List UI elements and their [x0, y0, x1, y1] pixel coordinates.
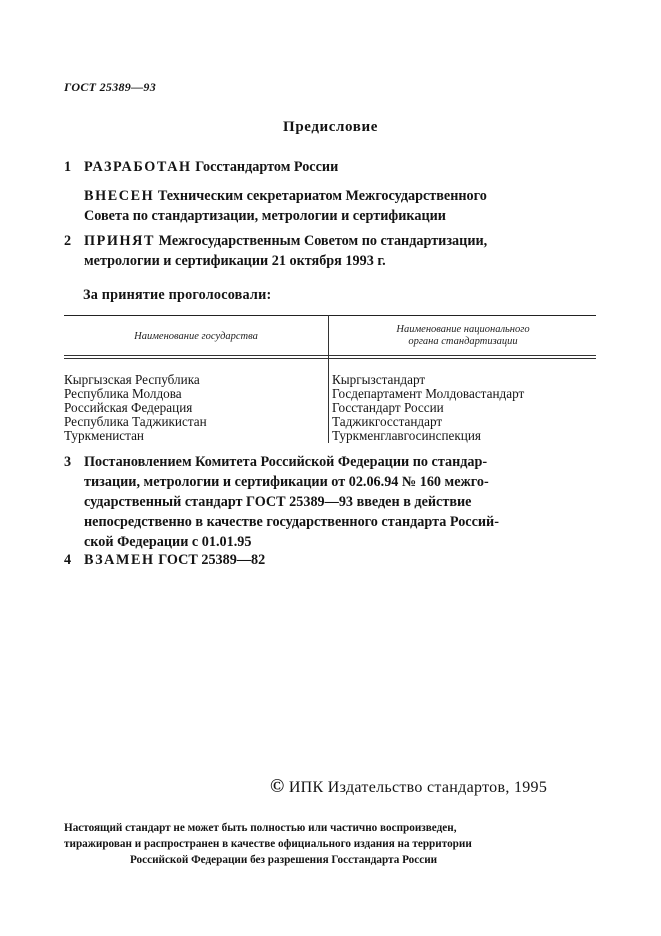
table-cell-state: Республика Молдова	[64, 386, 182, 401]
table-column-bodies	[332, 373, 524, 443]
table-cell-body: Таджикгосстандарт	[332, 414, 443, 429]
table-cell-state: Кыргызская Республика	[64, 372, 200, 387]
section-2-line-2: метрологии и сертификации 21 октября 1993 г.	[84, 253, 386, 269]
copyright-text: ИПК Издательство стандартов, 1995	[288, 779, 548, 796]
section-2-keyword: ПРИНЯТ	[84, 233, 156, 249]
footer-line-1: Настоящий стандарт не может быть полностью или частично воспроизведен,	[64, 822, 457, 834]
submitted-line-1	[84, 186, 596, 206]
section-1-submitted	[84, 186, 596, 226]
table-header-body	[330, 324, 596, 348]
section-3-line-5: ской Федерации с 01.01.95	[84, 534, 252, 550]
table-cell-state: Российская Федерация	[64, 400, 193, 415]
section-3	[64, 452, 596, 552]
section-3-line-2: тизации, метрологии и сертификации от 02.06.94 № 160 межго-	[84, 474, 489, 490]
table-cell-state: Туркменистан	[64, 428, 144, 443]
footer-line-3: Российской Федерации без разрешения Госстандарта России	[130, 854, 438, 866]
section-4-text: ГОСТ 25389—82	[154, 552, 266, 568]
footer-line-2: тиражирован и распространен в качестве официального издания на территории	[64, 838, 472, 850]
table-header-body-line-1: Наименование национального	[396, 324, 530, 335]
voted-label: За принятие проголосовали:	[83, 287, 272, 303]
table-header-body-line-2: органа стандартизации	[408, 336, 518, 347]
section-2-line-1-text: Межгосударственным Советом по стандартизации,	[155, 233, 488, 249]
table-column-states	[64, 373, 207, 443]
copyright-notice	[270, 776, 547, 798]
section-1	[64, 157, 596, 177]
submitted-line-1-text: Техническим секретариатом Межгосударственного	[154, 188, 487, 204]
table-header-rule	[64, 355, 596, 356]
table-top-rule	[64, 315, 596, 316]
section-3-line-1: Постановлением Комитета Российской Федерации по стандар-	[84, 454, 488, 470]
section-2	[64, 231, 596, 271]
section-2-line-1	[84, 231, 596, 251]
section-3-line-3: сударственный стандарт ГОСТ 25389—93 введен в действие	[84, 494, 472, 510]
table-cell-body: Госстандарт России	[332, 400, 444, 415]
section-4	[64, 550, 596, 570]
document-code: ГОСТ 25389—93	[64, 80, 156, 94]
section-1-number: 1	[64, 159, 72, 175]
table-cell-body: Кыргызстандарт	[332, 372, 426, 387]
section-3-line-4: непосредственно в качестве государственного стандарта Россий-	[84, 514, 499, 530]
table-cell-state: Республика Таджикистан	[64, 414, 207, 429]
page-title: Предисловие	[283, 119, 378, 135]
section-4-keyword: ВЗАМЕН	[84, 552, 155, 568]
reproduction-notice	[64, 820, 596, 868]
table-header-state: Наименование государства	[134, 331, 258, 342]
section-2-number: 2	[64, 233, 72, 249]
voting-table	[64, 315, 596, 445]
section-1-text: Госстандартом России	[191, 159, 339, 175]
section-4-number: 4	[64, 552, 72, 568]
section-3-number: 3	[64, 454, 72, 470]
table-column-divider	[328, 315, 329, 443]
section-1-keyword: РАЗРАБОТАН	[84, 159, 192, 175]
submitted-line-2: Совета по стандартизации, метрологии и сертификации	[84, 208, 446, 224]
table-header-rule-double	[64, 358, 596, 359]
table-cell-body: Госдепартамент Молдовастандарт	[332, 386, 525, 401]
table-cell-body: Туркменглавгосинспекция	[332, 428, 481, 443]
submitted-keyword: ВНЕСЕН	[84, 188, 155, 204]
copyright-icon: ©	[270, 776, 285, 797]
